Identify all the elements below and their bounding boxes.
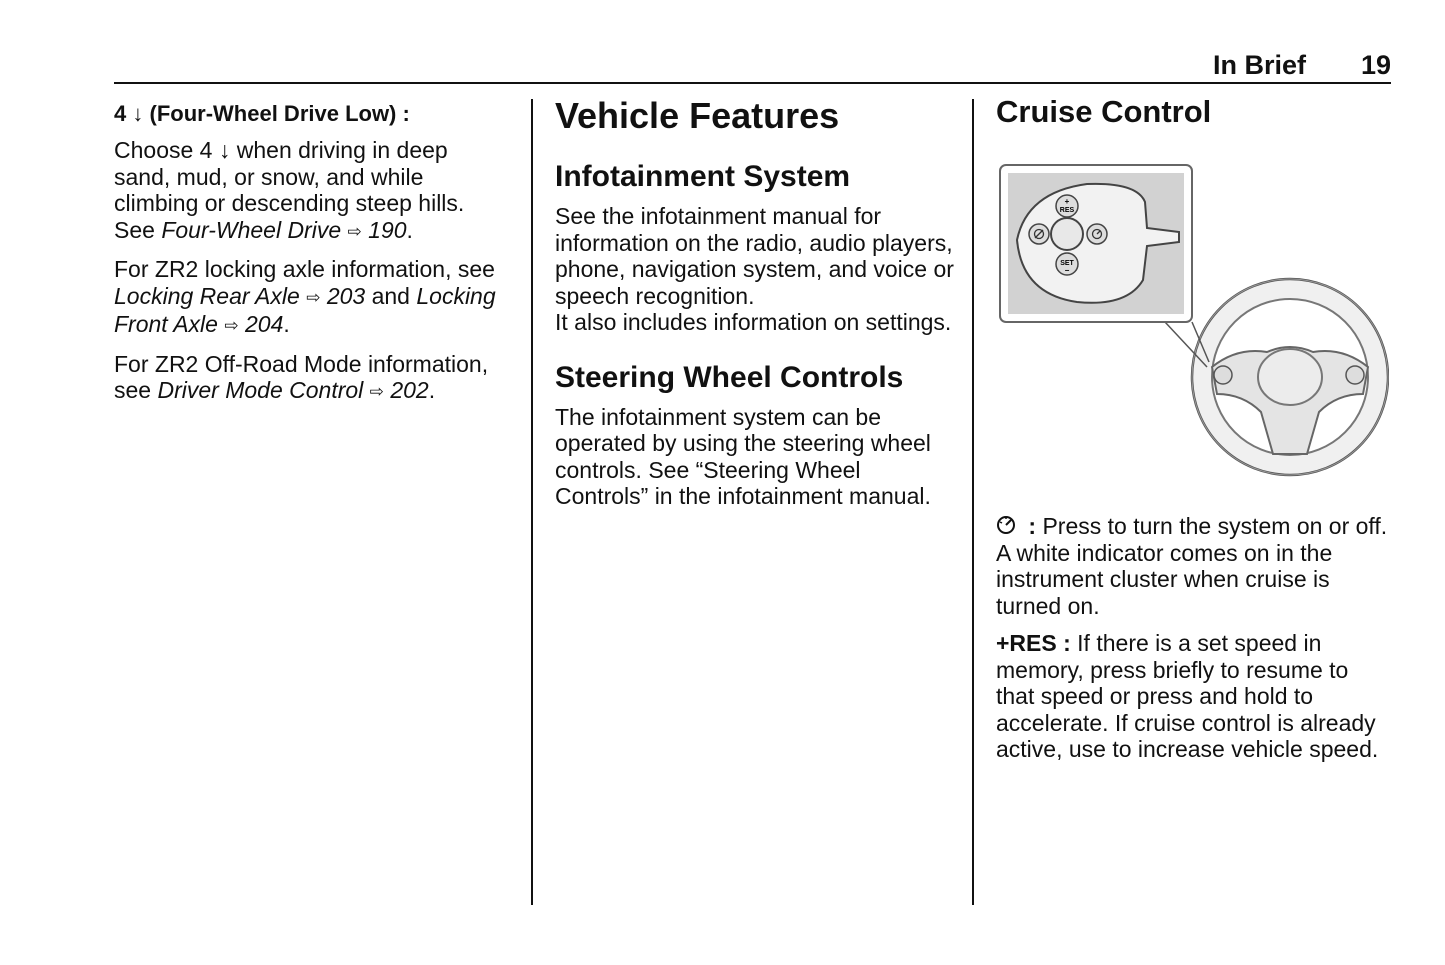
cruise-descriptions (996, 513, 1391, 763)
ref-page[interactable]: 202 (390, 377, 429, 403)
steering-wheel-figure (997, 162, 1389, 482)
ref-page[interactable]: 203 (326, 282, 366, 309)
p1-text-a: Choose 4 (114, 137, 213, 163)
plus-label: + (1064, 197, 1070, 206)
steering-wheel-illustration (997, 162, 1389, 482)
column-3 (996, 93, 1391, 131)
column-2 (555, 95, 955, 510)
p2-text-b: and (365, 282, 417, 309)
page-header (114, 44, 1391, 84)
period: . (406, 216, 413, 243)
ref-driver-mode-control[interactable] (157, 377, 428, 403)
page-ref-arrow-icon: ⇨ (306, 287, 321, 307)
res-paragraph (996, 630, 1391, 763)
p1-text-b: when driving in deep sand, mud, or snow, and while climbing or descending steep hills. See (114, 137, 465, 243)
ref-page[interactable]: 204 (245, 311, 284, 337)
ref-text[interactable]: Locking Front Axle (114, 282, 496, 337)
set-label: SET (1060, 260, 1074, 267)
page-ref-arrow-icon: ⇨ (347, 221, 362, 241)
p2-text-a: For ZR2 locking axle information, see (114, 256, 495, 282)
minus-label: − (1064, 266, 1070, 275)
locking-axle-paragraph (114, 256, 499, 340)
cruise-speedometer-icon (996, 514, 1022, 536)
steering-controls-paragraph: The infotainment system can be operated by using the steering wheel controls. See “Steering Wheel Controls” in the infotainment manual. (555, 403, 931, 509)
steering-wheel-icon (1192, 279, 1388, 475)
p3-text-a: For ZR2 Off-Road Mode information, see (114, 350, 489, 403)
term-prefix: 4 (114, 101, 127, 126)
steering-controls-heading: Steering Wheel Controls (555, 360, 904, 394)
column-divider-2 (972, 99, 974, 905)
res-text: If there is a set speed in memory, press briefly to resume to that speed or press and hold to accelerate. If cruise control is already active, use to increase vehicle speed. (996, 630, 1379, 762)
column-divider-1 (531, 99, 533, 905)
period: . (428, 377, 436, 403)
ref-text[interactable]: Four-Wheel Drive (161, 216, 342, 243)
ref-four-wheel-drive[interactable] (161, 217, 406, 243)
down-arrow-icon: ↓ (132, 101, 144, 126)
cruise-onoff-paragraph: : Press to turn the system on or off. A white indicator comes on in the instrument cluster when cruise is turned on. (996, 513, 1388, 619)
infotainment-text: See the infotainment manual for information on the radio, audio players, phone, navigation system, and voice or speech recognition. (555, 203, 954, 309)
infotainment-paragraph (555, 203, 955, 336)
period: . (283, 311, 290, 337)
ref-text[interactable]: Locking Rear Axle (114, 282, 300, 309)
section-title: In Brief (1212, 50, 1306, 80)
vehicle-features-title: Vehicle Features (555, 95, 840, 136)
four-wheel-low-term (114, 100, 499, 128)
res-term: +RES : (996, 630, 1071, 656)
ref-page[interactable]: 190 (368, 216, 407, 243)
page-ref-arrow-icon: ⇨ (369, 382, 384, 401)
cruise-onoff-text: Press to turn the system on or off. A white indicator comes on in the instrument cluster when cruise is turned on. (996, 513, 1388, 619)
page-number: 19 (1360, 50, 1391, 80)
infotainment-heading: Infotainment System (555, 160, 851, 193)
infotainment-settings-text: It also includes information on settings. (555, 309, 952, 335)
ref-locking-rear-axle[interactable] (114, 283, 365, 309)
page-ref-arrow-icon: ⇨ (224, 316, 239, 335)
column-1 (114, 100, 499, 406)
term-label: (Four-Wheel Drive Low) : (149, 101, 410, 126)
down-arrow-icon: ↓ (218, 137, 231, 163)
ref-text[interactable]: Driver Mode Control (157, 377, 364, 403)
four-wheel-low-paragraph (114, 137, 499, 245)
cruise-control-title: Cruise Control (996, 94, 1212, 129)
off-road-mode-paragraph (114, 351, 499, 406)
res-label: RES (1059, 207, 1075, 214)
